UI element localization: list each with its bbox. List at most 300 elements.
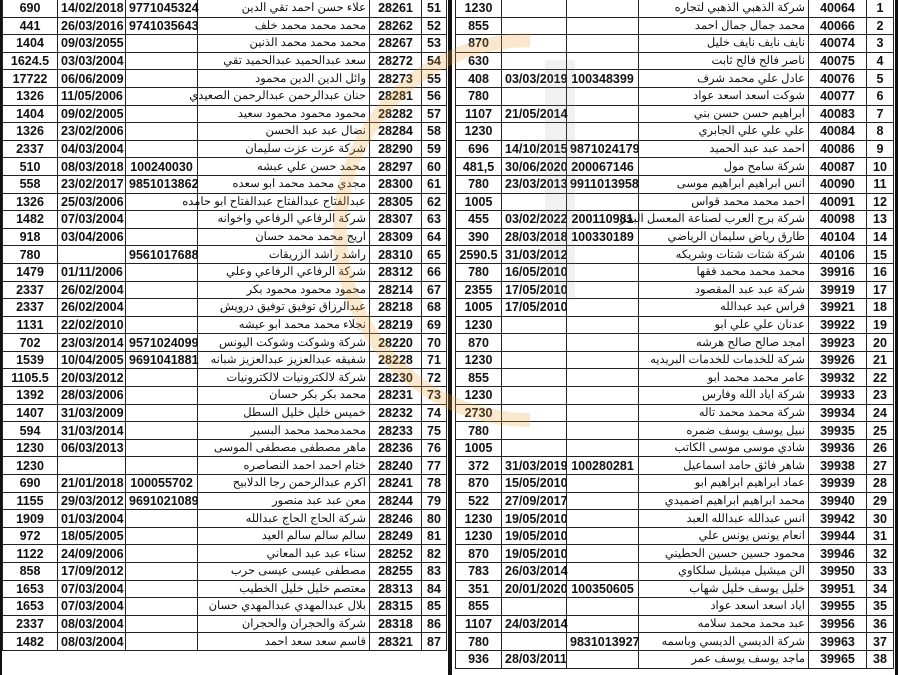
code-cell: 28231 [370, 387, 422, 405]
phone-cell: 9571024099 [126, 334, 198, 352]
name-cell: شركة الرفاعي الرفاعي وعلي [198, 263, 370, 281]
phone-cell [567, 369, 639, 387]
amount-cell: 1005 [456, 193, 502, 211]
name-cell: شفيقه عبدالعزيز عبدالعزيز شبانه [198, 351, 370, 369]
code-cell: 28228 [370, 351, 422, 369]
date-cell: 01/11/2006 [58, 263, 126, 281]
name-cell: علاء حسن احمد تقي الدين [198, 0, 370, 17]
index-cell: 57 [422, 105, 447, 123]
phone-cell [126, 52, 198, 70]
index-cell: 60 [422, 158, 447, 176]
table-row [456, 369, 894, 387]
name-cell: شركة الديسي الديسي وباسمه [639, 633, 809, 651]
index-cell: 72 [422, 369, 447, 387]
amount-cell: 594 [3, 422, 58, 440]
table-row [456, 527, 894, 545]
table-row [3, 105, 447, 123]
index-cell: 36 [867, 615, 894, 633]
index-cell: 22 [867, 369, 894, 387]
date-cell: 07/03/2004 [58, 598, 126, 616]
date-cell: 18/05/2005 [58, 527, 126, 545]
table-row [3, 422, 447, 440]
index-cell: 9 [867, 140, 894, 158]
name-cell: ابراهيم حسن حسن بني [639, 105, 809, 123]
code-cell: 40104 [809, 228, 867, 246]
phone-cell [567, 35, 639, 53]
code-cell: 39921 [809, 299, 867, 317]
phone-cell: 100330189 [567, 228, 639, 246]
code-cell: 28218 [370, 299, 422, 317]
name-cell: نايف نايف نايف خليل [639, 35, 809, 53]
amount-cell: 1230 [456, 0, 502, 17]
index-cell: 52 [422, 17, 447, 35]
index-cell: 34 [867, 580, 894, 598]
table-row [456, 87, 894, 105]
index-cell: 53 [422, 35, 447, 53]
amount-cell: 441 [3, 17, 58, 35]
amount-cell: 780 [456, 633, 502, 651]
amount-cell: 1479 [3, 263, 58, 281]
date-cell [502, 52, 567, 70]
amount-cell: 1404 [3, 105, 58, 123]
phone-cell: 100280281 [567, 457, 639, 475]
phone-cell: 100350605 [567, 580, 639, 598]
date-cell: 04/03/2004 [58, 140, 126, 158]
phone-cell [567, 281, 639, 299]
date-cell [502, 316, 567, 334]
table-row [3, 228, 447, 246]
name-cell: نبيل يوسف يوسف ضمره [639, 422, 809, 440]
name-cell: سعد عبدالحميد عبدالحميد تقي [198, 52, 370, 70]
name-cell: راشد راشد الزريقات [198, 246, 370, 264]
table-row [456, 615, 894, 633]
table-row [3, 193, 447, 211]
index-cell: 62 [422, 193, 447, 211]
name-cell: بلال عبدالمهدي عبدالمهدي حسان [198, 598, 370, 616]
name-cell: نضال عبد عبد الحسن [198, 123, 370, 141]
index-cell: 17 [867, 281, 894, 299]
right-records-table [455, 0, 894, 669]
name-cell: الن ميشيل ميشيل سلكاوي [639, 563, 809, 581]
amount-cell: 1230 [456, 510, 502, 528]
date-cell [502, 633, 567, 651]
date-cell [502, 193, 567, 211]
name-cell: شركة وشوكت وشوكت اليونس [198, 334, 370, 352]
name-cell: محمد ابراهيم ابراهيم اضميدي [639, 492, 809, 510]
table-row [3, 633, 447, 651]
table-row [3, 35, 447, 53]
name-cell: حنان عبدالرحمن عبدالرحمن الصعيدي [198, 87, 370, 105]
amount-cell: 1653 [3, 598, 58, 616]
phone-cell [567, 545, 639, 563]
index-cell: 83 [422, 563, 447, 581]
date-cell: 22/02/2010 [58, 316, 126, 334]
index-cell: 70 [422, 334, 447, 352]
index-cell: 4 [867, 52, 894, 70]
name-cell: شركة محمد محمد تاله [639, 404, 809, 422]
table-row [3, 387, 447, 405]
phone-cell [126, 510, 198, 528]
amount-cell: 558 [3, 175, 58, 193]
table-row [3, 492, 447, 510]
date-cell: 19/05/2010 [502, 510, 567, 528]
index-cell: 38 [867, 650, 894, 668]
amount-cell: 481,5 [456, 158, 502, 176]
table-row [3, 580, 447, 598]
amount-cell: 2355 [456, 281, 502, 299]
table-row [456, 35, 894, 53]
table-row [3, 175, 447, 193]
table-row [3, 158, 447, 176]
phone-cell [567, 87, 639, 105]
index-cell: 6 [867, 87, 894, 105]
name-cell: شركة لالكترونيات لالكترونيات [198, 369, 370, 387]
name-cell: محمود محمود محمود سعيد [198, 105, 370, 123]
code-cell: 28312 [370, 263, 422, 281]
name-cell: ختام احمد احمد النصاصره [198, 457, 370, 475]
name-cell: عامر محمد محمد ابو [639, 369, 809, 387]
amount-cell: 2337 [3, 281, 58, 299]
phone-cell [126, 387, 198, 405]
phone-cell [126, 580, 198, 598]
table-row [3, 334, 447, 352]
amount-cell: 2337 [3, 140, 58, 158]
amount-cell: 696 [456, 140, 502, 158]
code-cell: 39932 [809, 369, 867, 387]
code-cell: 39951 [809, 580, 867, 598]
phone-cell [126, 527, 198, 545]
phone-cell [567, 422, 639, 440]
table-row [456, 475, 894, 493]
date-cell: 03/03/2004 [58, 52, 126, 70]
code-cell: 39965 [809, 650, 867, 668]
table-row [3, 475, 447, 493]
phone-cell [567, 387, 639, 405]
amount-cell: 455 [456, 211, 502, 229]
amount-cell: 1107 [456, 105, 502, 123]
date-cell: 14/10/2015 [502, 140, 567, 158]
amount-cell: 1539 [3, 351, 58, 369]
phone-cell [126, 316, 198, 334]
name-cell: انس ابراهيم ابراهيم موسى [639, 175, 809, 193]
code-cell: 28284 [370, 123, 422, 141]
table-row [456, 633, 894, 651]
phone-cell [567, 615, 639, 633]
name-cell: محمد حسن علي عبشه [198, 158, 370, 176]
code-cell: 39942 [809, 510, 867, 528]
code-cell: 28255 [370, 563, 422, 581]
name-cell: شركة الحاج الحاج عبدالله [198, 510, 370, 528]
index-cell: 75 [422, 422, 447, 440]
date-cell: 23/02/2017 [58, 175, 126, 193]
name-cell: محمود محمود محمود بكر [198, 281, 370, 299]
amount-cell: 780 [456, 422, 502, 440]
name-cell: عبدالرزاق توفيق توفيق درويش [198, 299, 370, 317]
index-cell: 3 [867, 35, 894, 53]
table-row [456, 580, 894, 598]
index-cell: 29 [867, 492, 894, 510]
code-cell: 28313 [370, 580, 422, 598]
name-cell: علي علي علي الجابري [639, 123, 809, 141]
date-cell: 31/03/2012 [502, 246, 567, 264]
phone-cell [126, 70, 198, 88]
code-cell: 28219 [370, 316, 422, 334]
phone-cell: 200110981 [567, 211, 639, 229]
table-row [3, 281, 447, 299]
amount-cell: 1407 [3, 404, 58, 422]
name-cell: شركة الذهبي الذهبي لتجاره [639, 0, 809, 17]
index-cell: 25 [867, 422, 894, 440]
code-cell: 39944 [809, 527, 867, 545]
date-cell: 08/03/2018 [58, 158, 126, 176]
phone-cell: 9741035643 [126, 17, 198, 35]
index-cell: 21 [867, 351, 894, 369]
phone-cell [126, 422, 198, 440]
index-cell: 28 [867, 475, 894, 493]
amount-cell: 870 [456, 545, 502, 563]
phone-cell: 100055702 [126, 475, 198, 493]
name-cell: ناصر فالح فالح ثابت [639, 52, 809, 70]
date-cell: 30/06/2020 [502, 158, 567, 176]
date-cell: 14/02/2018 [58, 0, 126, 17]
amount-cell: 1005 [456, 299, 502, 317]
name-cell: عبد محمد محمد سلامه [639, 615, 809, 633]
code-cell: 40064 [809, 0, 867, 17]
amount-cell: 510 [3, 158, 58, 176]
index-cell: 59 [422, 140, 447, 158]
amount-cell: 1392 [3, 387, 58, 405]
name-cell: عادل علي محمد شرف [639, 70, 809, 88]
table-row [3, 17, 447, 35]
amount-cell: 1155 [3, 492, 58, 510]
table-row [456, 211, 894, 229]
code-cell: 39936 [809, 439, 867, 457]
amount-cell: 1653 [3, 580, 58, 598]
date-cell [502, 422, 567, 440]
name-cell: شركة اياد الله وفارس [639, 387, 809, 405]
name-cell: شركة عبد عبد المقصود [639, 281, 809, 299]
phone-cell [126, 598, 198, 616]
date-cell: 27/09/2017 [502, 492, 567, 510]
phone-cell [126, 563, 198, 581]
phone-cell: 9871024179 [567, 140, 639, 158]
code-cell: 39955 [809, 598, 867, 616]
phone-cell [126, 404, 198, 422]
phone-cell [567, 263, 639, 281]
index-cell: 24 [867, 404, 894, 422]
name-cell: شركة شتات شتات وشريكه [639, 246, 809, 264]
table-row [3, 404, 447, 422]
code-cell: 28309 [370, 228, 422, 246]
amount-cell: 1230 [3, 439, 58, 457]
date-cell [502, 87, 567, 105]
index-cell: 76 [422, 439, 447, 457]
index-cell: 68 [422, 299, 447, 317]
name-cell: مجدي محمد محمد ابو سعده [198, 175, 370, 193]
index-cell: 87 [422, 633, 447, 651]
table-row [456, 70, 894, 88]
date-cell: 26/03/2014 [502, 563, 567, 581]
phone-cell [126, 615, 198, 633]
amount-cell: 780 [3, 246, 58, 264]
index-cell: 65 [422, 246, 447, 264]
amount-cell: 2730 [456, 404, 502, 422]
date-cell: 03/03/2019 [502, 70, 567, 88]
date-cell: 26/03/2016 [58, 17, 126, 35]
date-cell [502, 123, 567, 141]
table-row [456, 0, 894, 17]
name-cell: خليل يوسف خليل شهاب [639, 580, 809, 598]
table-row [3, 510, 447, 528]
name-cell: شركة برج العرب لصناعة المعسل البحر [639, 211, 809, 229]
code-cell: 28241 [370, 475, 422, 493]
code-cell: 39919 [809, 281, 867, 299]
name-cell: محمود حسين حسين الحطيني [639, 545, 809, 563]
phone-cell: 9771045324 [126, 0, 198, 17]
code-cell: 28232 [370, 404, 422, 422]
date-cell: 19/05/2010 [502, 545, 567, 563]
date-cell: 09/02/2005 [58, 105, 126, 123]
date-cell: 29/03/2012 [58, 492, 126, 510]
name-cell: محمد جمال جمال احمد [639, 17, 809, 35]
amount-cell: 1482 [3, 211, 58, 229]
index-cell: 12 [867, 193, 894, 211]
code-cell: 28236 [370, 439, 422, 457]
code-cell: 28300 [370, 175, 422, 193]
index-cell: 18 [867, 299, 894, 317]
amount-cell: 1107 [456, 615, 502, 633]
name-cell: عبدالفتاح عبدالفتاح عبدالفتاح ابو حامده [198, 193, 370, 211]
date-cell: 03/04/2006 [58, 228, 126, 246]
date-cell: 28/03/2006 [58, 387, 126, 405]
code-cell: 39933 [809, 387, 867, 405]
phone-cell [567, 492, 639, 510]
date-cell: 17/05/2010 [502, 281, 567, 299]
code-cell: 28261 [370, 0, 422, 17]
index-cell: 27 [867, 457, 894, 475]
index-cell: 69 [422, 316, 447, 334]
date-cell: 20/03/2012 [58, 369, 126, 387]
phone-cell [126, 123, 198, 141]
name-cell: شوكت اسعد اسعد عواد [639, 87, 809, 105]
index-cell: 10 [867, 158, 894, 176]
name-cell: مصطفى عيسى عيسى حرب [198, 563, 370, 581]
date-cell: 23/02/2006 [58, 123, 126, 141]
name-cell: انس عبدالله عبدالله العبد [639, 510, 809, 528]
code-cell: 28220 [370, 334, 422, 352]
amount-cell: 1230 [456, 123, 502, 141]
name-cell: احمد محمد محمد قواس [639, 193, 809, 211]
name-cell: محمد محمد محمد فقها [639, 263, 809, 281]
phone-cell [126, 439, 198, 457]
index-cell: 37 [867, 633, 894, 651]
code-cell: 40106 [809, 246, 867, 264]
date-cell: 17/09/2012 [58, 563, 126, 581]
code-cell: 40084 [809, 123, 867, 141]
table-row [456, 492, 894, 510]
amount-cell: 858 [3, 563, 58, 581]
table-row [456, 563, 894, 581]
code-cell: 39940 [809, 492, 867, 510]
date-cell: 31/03/2019 [502, 457, 567, 475]
code-cell: 28273 [370, 70, 422, 88]
amount-cell: 351 [456, 580, 502, 598]
phone-cell: 9561017688 [126, 246, 198, 264]
phone-cell [567, 527, 639, 545]
amount-cell: 855 [456, 17, 502, 35]
amount-cell: 1131 [3, 316, 58, 334]
phone-cell [567, 52, 639, 70]
name-cell: عماد ابراهيم ابراهيم ابو [639, 475, 809, 493]
phone-cell [567, 246, 639, 264]
phone-cell: 9851013862 [126, 175, 198, 193]
table-row [456, 175, 894, 193]
date-cell: 26/02/2004 [58, 299, 126, 317]
index-cell: 82 [422, 545, 447, 563]
amount-cell: 1230 [456, 387, 502, 405]
amount-cell: 783 [456, 563, 502, 581]
index-cell: 84 [422, 580, 447, 598]
page-right-border [895, 0, 898, 675]
index-cell: 2 [867, 17, 894, 35]
index-cell: 51 [422, 0, 447, 17]
index-cell: 30 [867, 510, 894, 528]
table-row [456, 510, 894, 528]
amount-cell: 780 [456, 87, 502, 105]
phone-cell [567, 0, 639, 17]
index-cell: 74 [422, 404, 447, 422]
date-cell [502, 369, 567, 387]
code-cell: 28240 [370, 457, 422, 475]
amount-cell: 1482 [3, 633, 58, 651]
table-row [456, 387, 894, 405]
amount-cell: 372 [456, 457, 502, 475]
table-row [3, 316, 447, 334]
table-row [3, 563, 447, 581]
table-row [456, 263, 894, 281]
index-cell: 26 [867, 439, 894, 457]
date-cell: 31/03/2014 [58, 422, 126, 440]
date-cell: 03/02/2022 [502, 211, 567, 229]
amount-cell: 630 [456, 52, 502, 70]
index-cell: 66 [422, 263, 447, 281]
amount-cell: 1404 [3, 35, 58, 53]
phone-cell [126, 87, 198, 105]
code-cell: 40066 [809, 17, 867, 35]
code-cell: 39923 [809, 334, 867, 352]
code-cell: 28281 [370, 87, 422, 105]
name-cell: محمد محمد محمد خلف [198, 17, 370, 35]
name-cell: اكرم عبدالرحمن رجا الدلابيح [198, 475, 370, 493]
date-cell: 16/05/2010 [502, 263, 567, 281]
table-row [3, 87, 447, 105]
amount-cell: 870 [456, 334, 502, 352]
index-cell: 61 [422, 175, 447, 193]
date-cell: 24/03/2014 [502, 615, 567, 633]
phone-cell [126, 140, 198, 158]
date-cell: 19/05/2010 [502, 527, 567, 545]
table-row [3, 615, 447, 633]
table-row [456, 246, 894, 264]
name-cell: اريج محمد محمد حسان [198, 228, 370, 246]
index-cell: 77 [422, 457, 447, 475]
code-cell: 28262 [370, 17, 422, 35]
index-cell: 16 [867, 263, 894, 281]
amount-cell: 870 [456, 35, 502, 53]
code-cell: 28310 [370, 246, 422, 264]
phone-cell [126, 211, 198, 229]
index-cell: 31 [867, 527, 894, 545]
